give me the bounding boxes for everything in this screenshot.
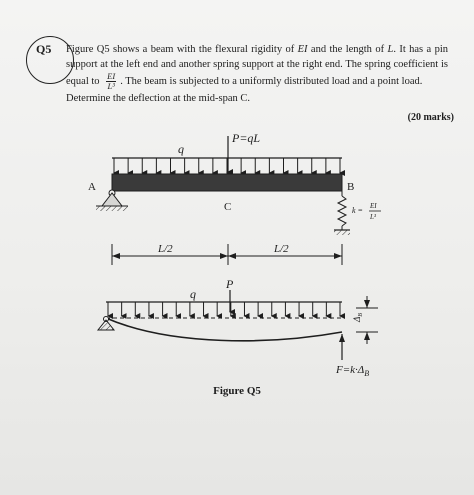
spring-force-label: $F=k\cdot\Delta_B$ xyxy=(336,364,370,378)
point-load-label: P=qL xyxy=(232,131,261,145)
marks-label: (20 marks) xyxy=(407,112,454,123)
support-b-label: B xyxy=(347,181,355,193)
lower-udl-arrows xyxy=(108,302,340,316)
question-number: Q5 xyxy=(36,42,52,56)
delta-b-label: $\Delta_B$ xyxy=(352,313,364,322)
question-length: L xyxy=(387,44,394,55)
beam-body xyxy=(112,174,342,191)
dim-left-label: L/2 xyxy=(158,243,173,255)
fraction-numerator: EI xyxy=(107,71,116,81)
question-line1: Figure Q5 shows a beam with the flexural rigidity of xyxy=(66,44,298,55)
support-a-label: A xyxy=(88,181,96,193)
lower-pin-support xyxy=(98,317,114,331)
question-line1c: . It has a pin support at the left end and another spring support at the right end. The spring coefficient is equal to xyxy=(66,44,448,87)
fraction-denominator: L³ xyxy=(107,81,115,91)
lower-point-load-label: P xyxy=(226,277,234,291)
pin-support-a xyxy=(96,190,128,211)
spring-k-numerator: EI xyxy=(370,202,377,210)
dim-right-label: L/2 xyxy=(274,243,289,255)
figure-caption: Figure Q5 xyxy=(213,385,261,397)
udl-label: q xyxy=(178,142,184,156)
spring-k-label: k = xyxy=(352,206,363,215)
midspan-c-label: C xyxy=(224,201,232,213)
spring-support-b xyxy=(334,191,350,235)
spring-k-denominator: L³ xyxy=(370,213,376,221)
lower-udl-label: q xyxy=(190,287,196,301)
question-line3: Determine the deflection at the mid-span C. xyxy=(66,93,250,104)
question-line2: . The beam is subjected to a uniformly distributed load and a point load. xyxy=(120,75,423,87)
question-ei: EI xyxy=(297,44,308,55)
deflected-shape-curve xyxy=(106,318,342,341)
udl-arrows xyxy=(114,158,340,173)
question-line1b: and the length of xyxy=(307,44,388,55)
